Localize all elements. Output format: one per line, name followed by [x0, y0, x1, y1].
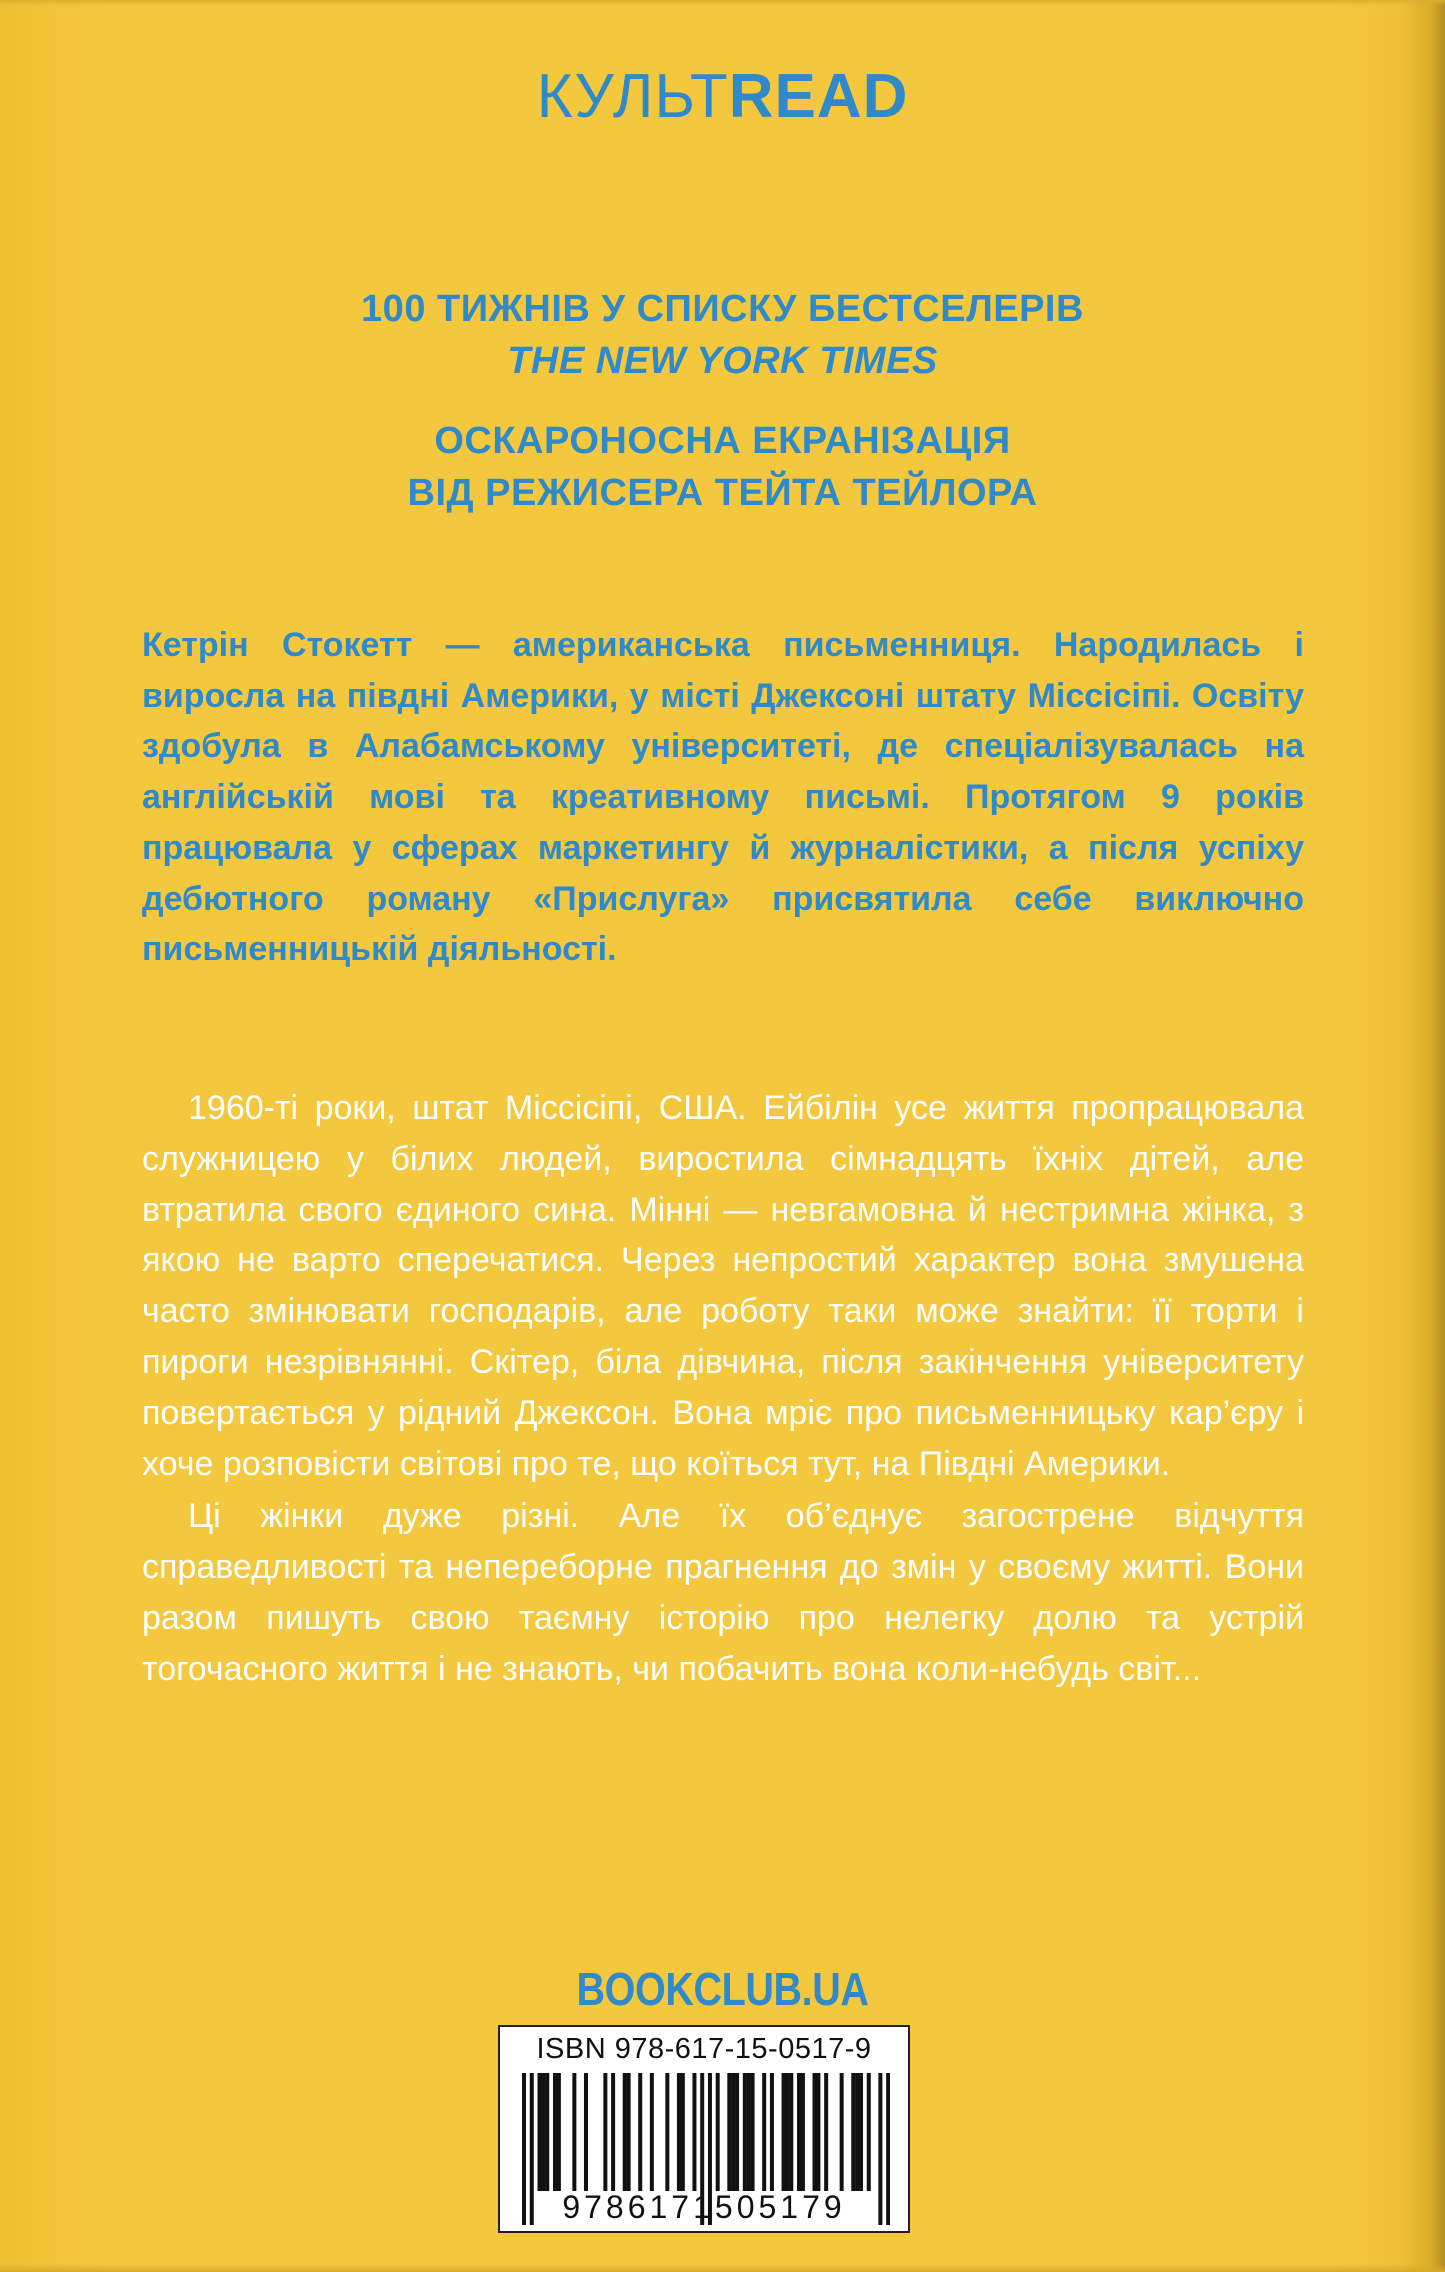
barcode-bar: [782, 2073, 786, 2191]
series-logo-suffix: READ: [728, 62, 909, 131]
barcode-bar: [665, 2073, 669, 2191]
barcode-bar: [681, 2073, 685, 2191]
barcode-bar: [572, 2073, 576, 2191]
barcode-bar: [824, 2073, 828, 2191]
barcode-bar: [797, 2073, 801, 2191]
series-logo-prefix: КУЛЬТ: [536, 62, 729, 131]
barcode-bar: [623, 2073, 627, 2191]
barcode-bar: [789, 2073, 793, 2191]
barcode-bar: [553, 2073, 557, 2191]
barcode-bar: [638, 2073, 642, 2191]
barcode-bar: [840, 2073, 844, 2191]
barcode-bar: [747, 2073, 751, 2191]
barcode-bar: [743, 2073, 747, 2191]
film-line-1: ОСКАРОНОСНА ЕКРАНІЗАЦІЯ: [434, 420, 1011, 462]
barcode-bar: [677, 2073, 681, 2191]
barcode-bar: [770, 2073, 774, 2191]
barcode-bar: [816, 2073, 820, 2191]
barcode-bar: [731, 2073, 735, 2191]
barcode-bar: [584, 2073, 588, 2191]
film-headline: [0, 415, 1445, 519]
barcode-bar: [650, 2073, 654, 2191]
publisher-website: BOOKCLUB.UA: [576, 1963, 869, 2015]
synopsis-paragraph: 1960-ті роки, штат Міссісіпі, США. Ейбілін усе життя пропрацювала служницею у білих людей, виростила сімнадцять їхніх дітей, але втратила свого єдиного сина. Мінні — невгамовна й нестримна жінка, з якою не варто сперечатися. Через непростий характер вона змушена часто змінювати господарів, але роботу таки може знайти: її торти і пироги незрівнянні. Скітер, біла дівчина, після закінчення університету повертається у рідний Джексон. Вона мріє про письменницьку кар’єру і хоче розповісти світові про те, що коїться тут, на Півдні Америки.: [142, 1089, 1304, 1483]
cover-top-edge: [0, 0, 1445, 6]
isbn-barcode: [498, 2025, 910, 2233]
isbn-label: ISBN 978-617-15-0517-9: [536, 2033, 872, 2065]
barcode-bar: [851, 2073, 855, 2191]
barcode-bar: [692, 2073, 696, 2191]
cover-bottom-edge: [0, 2264, 1445, 2272]
barcode-bar: [867, 2073, 871, 2191]
barcode-bar: [751, 2073, 755, 2191]
barcode-bar: [785, 2073, 789, 2191]
barcode-bar: [545, 2073, 549, 2191]
barcode-bar: [762, 2073, 766, 2191]
barcode-bar: [716, 2073, 720, 2191]
synopsis-paragraph: Ці жінки дуже різні. Але їх об’єднує загострене відчуття справедливості та непереборне прагнення до змін у своєму житті. Вони разом пишуть свою таємну історію про нелегку долю та устрій тогочасного життя і не знають, чи побачить вона коли-небудь світ...: [142, 1497, 1304, 1688]
barcode-bar: [537, 2073, 541, 2191]
barcode-bar: [859, 2073, 863, 2191]
barcode-bar: [855, 2073, 859, 2191]
barcode-bar: [813, 2073, 817, 2191]
series-logo: [0, 60, 1445, 134]
barcode-bar: [627, 2073, 631, 2191]
barcode-bar: [727, 2073, 731, 2191]
bestseller-line: 100 ТИЖНІВ У СПИСКУ БЕСТСЕЛЕРІВ: [361, 288, 1084, 330]
nyt-line: THE NEW YORK TIMES: [507, 340, 938, 382]
bestseller-headline: [0, 283, 1445, 387]
author-bio: Кетрін Стокетт — американська письменниця. Народилась і виросла на півдні Америки, у місті Джексоні штату Міссісіпі. Освіту здобула в Алабамському університеті, де спеціалізувалась на англійській мові та креативному письмі. Протягом 9 років працювала у сферах маркетингу й журналістики, а після успіху дебютного роману «Прислуга» присвятила себе виключно письменницькій діяльності.: [142, 626, 1304, 969]
barcode-bar: [541, 2073, 545, 2191]
barcode-bar: [801, 2073, 805, 2191]
barcode-bar: [611, 2073, 615, 2191]
film-line-2: ВІД РЕЖИСЕРА ТЕЙТА ТЕЙЛОРА: [407, 472, 1038, 514]
ean-digits: 9786171505179: [562, 2189, 846, 2225]
book-synopsis: [142, 1083, 1304, 1695]
barcode-bar: [557, 2073, 561, 2191]
barcode-bar: [603, 2073, 607, 2191]
barcode-bar: [735, 2073, 739, 2191]
